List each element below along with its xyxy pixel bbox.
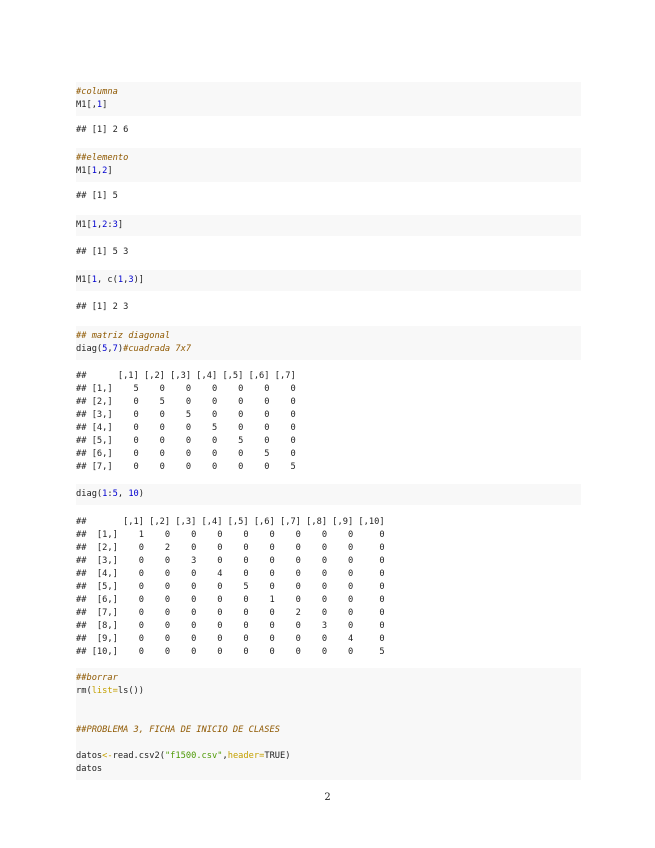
code-text: diag( bbox=[76, 344, 103, 354]
code-number: 3 bbox=[128, 275, 134, 285]
code-text: )] bbox=[133, 275, 145, 285]
output-line bbox=[76, 124, 581, 137]
code-number: 2 bbox=[102, 166, 108, 176]
code-text: ## [,1] [,2] [,3] [,4] [,5] [,6] [,7] bbox=[76, 371, 296, 381]
code-text: ## [2,] 0 2 0 0 0 0 0 0 0 0 bbox=[76, 543, 385, 553]
code-number: 1 bbox=[96, 100, 103, 110]
code-text: datos bbox=[76, 764, 103, 774]
code-text: ## [1] 2 3 bbox=[76, 302, 129, 312]
code-text: ## [1,] 5 0 0 0 0 0 0 bbox=[76, 384, 296, 394]
code-comment: ## matriz diagonal bbox=[76, 331, 171, 341]
code-number: 7 bbox=[112, 344, 118, 354]
output-block-columna bbox=[76, 124, 581, 137]
code-text: , bbox=[117, 489, 129, 499]
code-number: 5 bbox=[112, 489, 118, 499]
code-line bbox=[76, 737, 581, 750]
code-line bbox=[76, 219, 581, 232]
output-line bbox=[76, 422, 581, 435]
code-number: 5 bbox=[102, 344, 108, 354]
code-text: , c( bbox=[96, 275, 118, 285]
code-line bbox=[76, 763, 581, 776]
code-string: "f1500.csv" bbox=[164, 751, 223, 761]
code-number: 2 bbox=[102, 220, 108, 230]
code-line bbox=[76, 685, 581, 698]
code-comment: ##PROBLEMA 3, FICHA DE INICIO DE CLASES bbox=[76, 725, 280, 735]
code-number: 1 bbox=[102, 489, 108, 499]
code-text: , bbox=[96, 166, 103, 176]
code-block-elemento bbox=[76, 148, 581, 182]
code-text: datos bbox=[76, 751, 103, 761]
code-text: , bbox=[222, 751, 228, 761]
code-text: ls()) bbox=[117, 686, 145, 696]
code-text: ## [7,] 0 0 0 0 0 0 5 bbox=[76, 462, 296, 472]
code-text: : bbox=[107, 489, 113, 499]
code-comment: ##elemento bbox=[76, 153, 129, 163]
code-line bbox=[76, 750, 581, 763]
code-text: ## [8,] 0 0 0 0 0 0 0 3 0 0 bbox=[76, 621, 385, 631]
code-line bbox=[76, 343, 581, 356]
code-text: ## [10,] 0 0 0 0 0 0 0 0 0 5 bbox=[76, 647, 385, 657]
code-text: ## [6,] 0 0 0 0 0 1 0 0 0 0 bbox=[76, 595, 385, 605]
code-line bbox=[76, 672, 581, 685]
output-line bbox=[76, 568, 581, 581]
code-text: ## [1] 2 6 bbox=[76, 125, 129, 135]
code-number: 1 bbox=[91, 275, 97, 285]
code-line bbox=[76, 274, 581, 287]
code-line bbox=[76, 330, 581, 343]
code-text: diag( bbox=[76, 489, 103, 499]
code-text: M1[, bbox=[76, 100, 97, 110]
code-number: 1 bbox=[91, 220, 97, 230]
code-line bbox=[76, 152, 581, 165]
output-line bbox=[76, 607, 581, 620]
code-text: : bbox=[107, 220, 113, 230]
code-text: ] bbox=[107, 166, 113, 176]
code-operator: header= bbox=[227, 751, 265, 761]
code-comment: ##borrar bbox=[76, 673, 118, 683]
code-line bbox=[76, 724, 581, 737]
code-text: , bbox=[96, 220, 103, 230]
code-line bbox=[76, 165, 581, 178]
output-line bbox=[76, 370, 581, 383]
output-line bbox=[76, 542, 581, 555]
output-line bbox=[76, 448, 581, 461]
page-number: 2 bbox=[324, 792, 331, 803]
code-block-rango bbox=[76, 215, 581, 236]
code-number: 3 bbox=[112, 220, 118, 230]
code-text: ## [1] 5 3 bbox=[76, 247, 129, 257]
code-text: ## [9,] 0 0 0 0 0 0 0 0 4 0 bbox=[76, 634, 385, 644]
output-line bbox=[76, 461, 581, 474]
output-line bbox=[76, 396, 581, 409]
output-line bbox=[76, 516, 581, 529]
code-text: ## [3,] 0 0 5 0 0 0 0 bbox=[76, 410, 296, 420]
code-text: ## [6,] 0 0 0 0 0 5 0 bbox=[76, 449, 296, 459]
code-text: ## [1] 5 bbox=[76, 191, 118, 201]
output-line bbox=[76, 581, 581, 594]
output-line bbox=[76, 435, 581, 448]
code-block-borrar-datos bbox=[76, 668, 581, 780]
output-block-diag-seq-matrix bbox=[76, 516, 581, 659]
code-text: ] bbox=[117, 220, 124, 230]
output-line bbox=[76, 246, 581, 259]
output-block-diag-matrix bbox=[76, 370, 581, 474]
code-number: 1 bbox=[117, 275, 124, 285]
code-text: ## [5,] 0 0 0 0 5 0 0 bbox=[76, 436, 296, 446]
output-block-rango bbox=[76, 246, 581, 259]
code-text: M1[ bbox=[76, 275, 92, 285]
code-number: 10 bbox=[128, 489, 139, 499]
output-line bbox=[76, 555, 581, 568]
output-block-vector-index bbox=[76, 301, 581, 314]
code-block-vector-index bbox=[76, 270, 581, 291]
output-line bbox=[76, 620, 581, 633]
code-text: ## [2,] 0 5 0 0 0 0 0 bbox=[76, 397, 296, 407]
code-text: M1[ bbox=[76, 166, 92, 176]
output-line bbox=[76, 383, 581, 396]
code-line bbox=[76, 99, 581, 112]
code-text: ## [4,] 0 0 0 4 0 0 0 0 0 0 bbox=[76, 569, 385, 579]
output-line bbox=[76, 594, 581, 607]
code-line bbox=[76, 86, 581, 99]
output-line bbox=[76, 646, 581, 659]
code-text: ## [5,] 0 0 0 0 5 0 0 0 0 0 bbox=[76, 582, 385, 592]
output-line bbox=[76, 301, 581, 314]
output-line bbox=[76, 190, 581, 203]
code-text: , bbox=[107, 344, 113, 354]
code-operator: list= bbox=[91, 686, 118, 696]
code-block-diag bbox=[76, 326, 581, 360]
code-text: ) bbox=[138, 489, 145, 499]
code-text: ## [1,] 1 0 0 0 0 0 0 0 0 0 bbox=[76, 530, 385, 540]
code-text: TRUE) bbox=[264, 751, 291, 761]
output-line bbox=[76, 633, 581, 646]
output-line bbox=[76, 409, 581, 422]
code-text: M1[ bbox=[76, 220, 92, 230]
code-block-diag-seq bbox=[76, 484, 581, 505]
code-number: 1 bbox=[91, 166, 97, 176]
code-text: ## [4,] 0 0 0 5 0 0 0 bbox=[76, 423, 296, 433]
code-text: read.csv2( bbox=[112, 751, 165, 761]
code-text: ) bbox=[117, 344, 124, 354]
code-text: , bbox=[123, 275, 129, 285]
output-line bbox=[76, 529, 581, 542]
code-text: ## [3,] 0 0 3 0 0 0 0 0 0 0 bbox=[76, 556, 385, 566]
code-text: rm( bbox=[76, 686, 92, 696]
code-block-columna bbox=[76, 82, 581, 116]
code-line bbox=[76, 698, 581, 711]
code-text: ## [,1] [,2] [,3] [,4] [,5] [,6] [,7] [,8] [,9] [,10] bbox=[76, 517, 385, 527]
code-comment: #columna bbox=[76, 87, 118, 97]
code-comment: #cuadrada 7x7 bbox=[123, 344, 192, 354]
code-line bbox=[76, 711, 581, 724]
output-block-elemento bbox=[76, 190, 581, 203]
code-text: ## [7,] 0 0 0 0 0 0 2 0 0 0 bbox=[76, 608, 385, 618]
code-line bbox=[76, 488, 581, 501]
code-text: ] bbox=[102, 100, 108, 110]
code-operator: <- bbox=[102, 751, 113, 761]
